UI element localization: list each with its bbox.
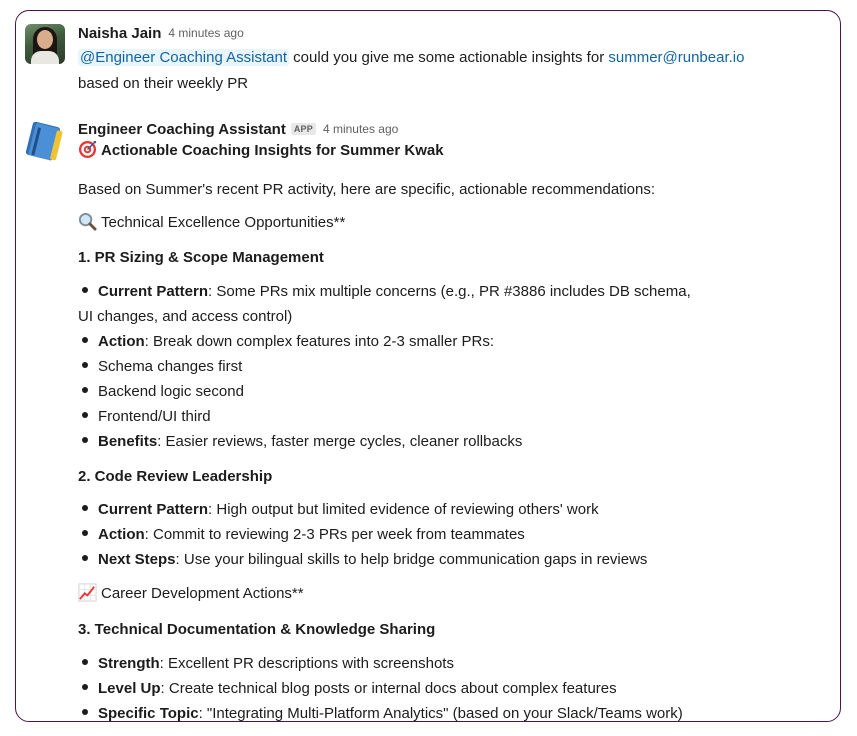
message-header — [78, 119, 398, 139]
message-text-line — [78, 47, 828, 69]
message-text: could you give me some actionable insights for — [289, 49, 609, 66]
message-text: based on their weekly PR — [78, 75, 249, 92]
timestamp[interactable]: 4 minutes ago — [322, 122, 399, 136]
list-item: Specific Topic: "Integrating Multi-Platform Analytics" (based on your Slack/Teams work) — [78, 703, 828, 722]
section-heading — [78, 212, 828, 234]
subheading-text: 1. PR Sizing & Scope Management — [78, 249, 324, 266]
bot-avatar[interactable] — [25, 121, 65, 161]
list-item: Level Up: Create technical blog posts or internal docs about complex features — [78, 678, 828, 700]
section-text: Technical Excellence Opportunities** — [101, 214, 346, 231]
section-heading — [78, 583, 828, 605]
message-thread — [15, 10, 841, 722]
list-item: Current Pattern: Some PRs mix multiple concerns (e.g., PR #3886 includes DB schema, — [78, 281, 828, 303]
list-item: Benefits: Easier reviews, faster merge cycles, cleaner rollbacks — [78, 431, 828, 453]
message-heading — [78, 140, 828, 162]
timestamp[interactable]: 4 minutes ago — [168, 26, 244, 40]
author-name[interactable]: Engineer Coaching Assistant — [78, 120, 286, 138]
app-badge: APP — [291, 123, 316, 135]
message-text-line — [78, 179, 828, 201]
magnifier-icon — [78, 212, 97, 231]
list-item: Strength: Excellent PR descriptions with screenshots — [78, 653, 828, 675]
section-text: Career Development Actions** — [101, 585, 304, 602]
user-mention[interactable]: @Engineer Coaching Assistant — [80, 49, 288, 66]
list-item: Action: Commit to reviewing 2-3 PRs per week from teammates — [78, 524, 828, 546]
subheading — [78, 466, 828, 488]
chart-increasing-icon — [78, 583, 97, 602]
target-icon — [78, 140, 97, 159]
user-avatar[interactable] — [25, 24, 65, 64]
list-item: Action: Break down complex features into 2-3 smaller PRs: — [78, 331, 828, 353]
subheading-text: 2. Code Review Leadership — [78, 468, 273, 485]
subheading — [78, 247, 828, 269]
notebook-icon — [25, 121, 65, 161]
message-text-line — [78, 73, 828, 95]
subheading — [78, 619, 828, 641]
list-item-continuation: UI changes, and access control) — [78, 308, 293, 325]
list-item: Schema changes first — [78, 356, 828, 378]
author-name[interactable]: Naisha Jain — [78, 24, 162, 42]
list-item: Next Steps: Use your bilingual skills to help bridge communication gaps in reviews — [78, 549, 828, 571]
list-item: Current Pattern: High output but limited evidence of reviewing others' work — [78, 499, 828, 521]
list-item: Backend logic second — [78, 381, 828, 403]
heading-text: Actionable Coaching Insights for Summer Kwak — [101, 142, 444, 159]
intro-text: Based on Summer's recent PR activity, here are specific, actionable recommendations: — [78, 181, 656, 198]
message-header — [78, 23, 244, 43]
list-item: Frontend/UI third — [78, 406, 828, 428]
email-link[interactable]: summer@runbear.io — [608, 49, 745, 66]
subheading-text: 3. Technical Documentation & Knowledge Sharing — [78, 621, 436, 638]
